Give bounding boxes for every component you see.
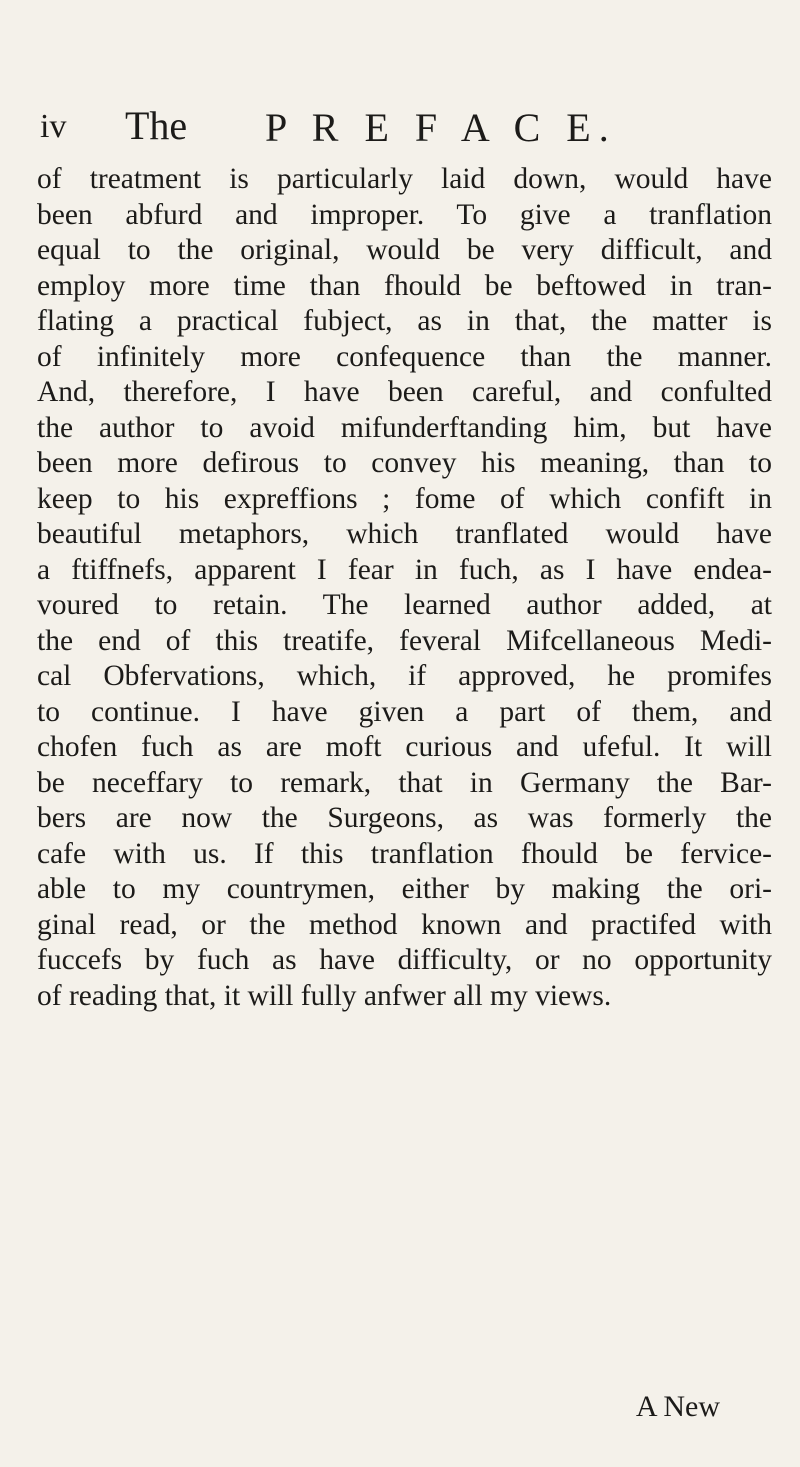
text-line: able to my countrymen, either by making the ori- (37, 873, 772, 905)
page-number: iv (40, 108, 67, 145)
text-line: cafe with us. If this tranflation fhould be fervice- (37, 837, 772, 870)
text-line: employ more time than fhould be beftowed in tran- (37, 269, 772, 302)
text-line: been more defirous to convey his meaning, than to (37, 447, 772, 479)
text-line: flating a practical fubject, as in that, the matter is (37, 305, 772, 337)
text-line: be neceffary to remark, that in Germany the Bar- (37, 766, 772, 799)
text-line: beautiful metaphors, which tranflated would have (37, 518, 772, 550)
body-text (37, 162, 772, 1014)
text-line: equal to the original, would be very difficult, and (37, 234, 772, 266)
running-head-article: The (125, 103, 188, 148)
text-line: a ftiffnefs, apparent I fear in fuch, as I have endea- (37, 553, 772, 586)
text-line: of reading that, it will fully anfwer all my views. (37, 979, 612, 1012)
catchword: A New (635, 1390, 720, 1423)
text-line: ginal read, or the method known and practifed with (37, 908, 772, 941)
running-head-title: P R E F A C E. (265, 105, 617, 150)
running-head (40, 100, 740, 150)
text-line: cal Obfervations, which, if approved, he promifes (37, 660, 772, 692)
text-line: of treatment is particularly laid down, would have (37, 163, 772, 195)
text-line: bers are now the Surgeons, as was formerly the (37, 802, 772, 834)
text-line: the author to avoid mifunderftanding him, but have (37, 411, 772, 444)
text-line: chofen fuch as are moft curious and ufeful. It will (37, 731, 772, 763)
text-line: been abfurd and improper. To give a tranflation (37, 198, 772, 231)
text-line: of infinitely more confequence than the manner. (37, 340, 772, 373)
text-line: to continue. I have given a part of them, and (37, 695, 772, 728)
text-line: And, therefore, I have been careful, and confulted (37, 376, 772, 408)
text-line: keep to his expreffions ; fome of which confift in (37, 482, 772, 515)
text-line: the end of this treatife, feveral Mifcellaneous Medi- (37, 624, 772, 657)
text-line: fuccefs by fuch as have difficulty, or no opportunity (37, 944, 772, 976)
text-line: voured to retain. The learned author added, at (37, 589, 772, 621)
